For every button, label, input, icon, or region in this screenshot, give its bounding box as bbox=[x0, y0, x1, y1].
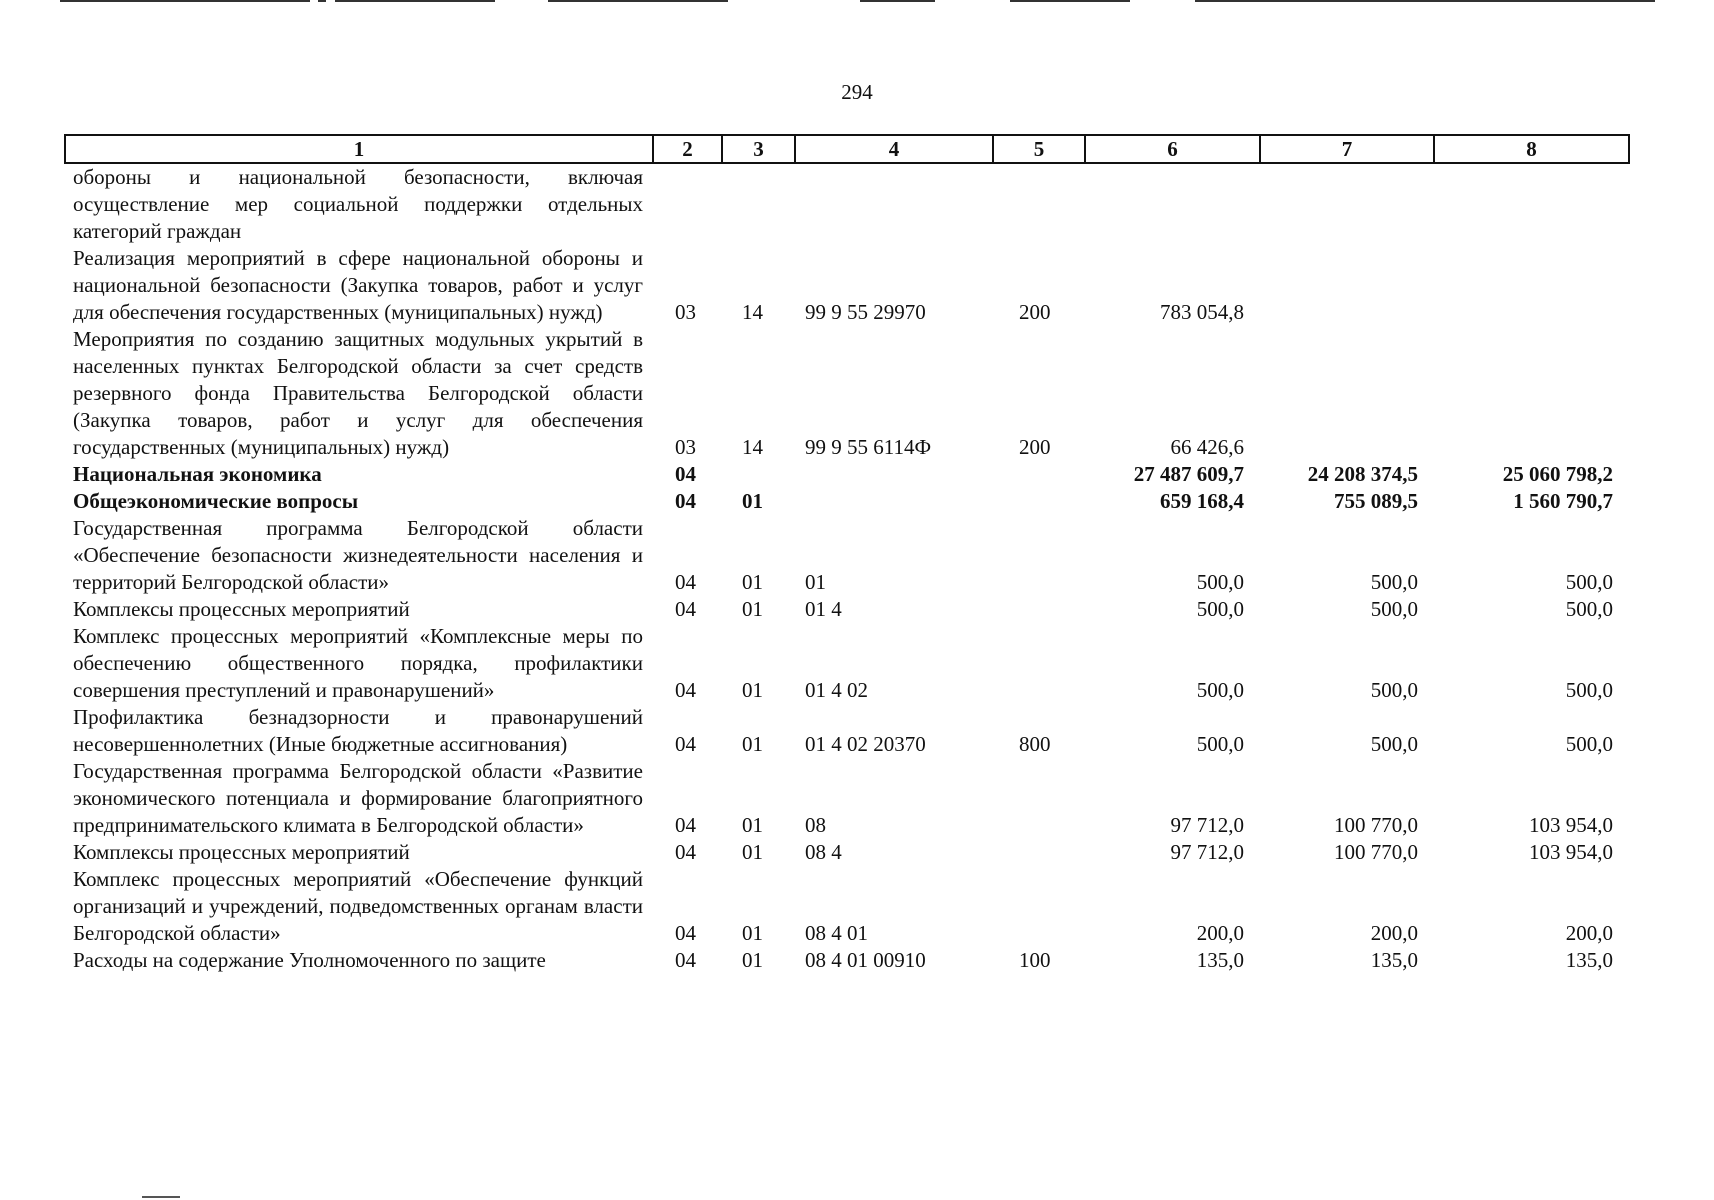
table-header bbox=[65, 135, 1629, 163]
subsection-code: 01 bbox=[742, 489, 763, 513]
row-name: Государственная программа Белгородской области «Обеспечение безопасности жизнедеятельности населения и территорий Белгородской области» bbox=[73, 516, 643, 594]
section-code: 03 bbox=[675, 435, 696, 459]
row-name: Комплекс процессных мероприятий «Обеспечение функций организаций и учреждений, подведомственных органам власти Белгородской области» bbox=[73, 867, 643, 945]
amount-col-6: 500,0 bbox=[1196, 678, 1244, 702]
table-row bbox=[65, 461, 1629, 488]
row-name: Комплексы процессных мероприятий bbox=[73, 840, 410, 864]
column-header-7: 7 bbox=[1260, 135, 1434, 163]
target-article-code: 01 4 02 20370 bbox=[805, 732, 926, 756]
expense-type-code bbox=[993, 596, 1085, 623]
page-number: 294 bbox=[841, 80, 873, 104]
section-code: 04 bbox=[675, 462, 696, 486]
amount-col-8: 25 060 798,2 bbox=[1502, 462, 1613, 486]
column-header-4: 4 bbox=[795, 135, 993, 163]
subsection-code bbox=[722, 461, 795, 488]
amount-col-7 bbox=[1260, 245, 1434, 326]
amount-col-6: 97 712,0 bbox=[1170, 840, 1244, 864]
target-article-code: 08 bbox=[805, 813, 826, 837]
section-code: 04 bbox=[675, 489, 696, 513]
target-article-code: 01 4 bbox=[805, 597, 842, 621]
table-row bbox=[65, 515, 1629, 596]
amount-col-7: 755 089,5 bbox=[1334, 489, 1418, 513]
amount-col-8: 500,0 bbox=[1565, 570, 1613, 594]
section-code: 04 bbox=[675, 921, 696, 945]
subsection-code: 01 bbox=[742, 948, 763, 972]
row-name: Комплексы процессных мероприятий bbox=[73, 597, 410, 621]
amount-col-8 bbox=[1434, 163, 1629, 245]
section-code: 04 bbox=[675, 678, 696, 702]
subsection-code: 01 bbox=[742, 570, 763, 594]
section-code: 04 bbox=[675, 597, 696, 621]
expense-type-code: 200 bbox=[1019, 435, 1051, 459]
table-row bbox=[65, 245, 1629, 326]
table-row bbox=[65, 704, 1629, 758]
footer-mark bbox=[142, 1196, 180, 1198]
amount-col-8: 103 954,0 bbox=[1529, 813, 1613, 837]
amount-col-7 bbox=[1260, 163, 1434, 245]
row-name: Комплекс процессных мероприятий «Комплексные меры по обеспечению общественного порядка, профилактики совершения преступлений и правонарушений» bbox=[73, 624, 643, 702]
column-header-8: 8 bbox=[1434, 135, 1629, 163]
amount-col-6: 27 487 609,7 bbox=[1133, 462, 1244, 486]
amount-col-6: 66 426,6 bbox=[1170, 435, 1244, 459]
amount-col-6: 500,0 bbox=[1196, 732, 1244, 756]
target-article-code bbox=[795, 163, 993, 245]
target-article-code: 01 4 02 bbox=[805, 678, 868, 702]
expense-type-code bbox=[993, 515, 1085, 596]
amount-col-7: 24 208 374,5 bbox=[1307, 462, 1418, 486]
amount-col-6: 500,0 bbox=[1196, 597, 1244, 621]
target-article-code: 99 9 55 6114Ф bbox=[805, 435, 932, 459]
amount-col-8: 135,0 bbox=[1565, 948, 1613, 972]
expense-type-code bbox=[993, 866, 1085, 947]
subsection-code: 14 bbox=[742, 435, 763, 459]
row-name: Государственная программа Белгородской области «Развитие экономического потенциала и формирование благоприятного предпринимательского климата в Белгородской области» bbox=[73, 759, 643, 837]
amount-col-8: 200,0 bbox=[1565, 921, 1613, 945]
amount-col-6: 500,0 bbox=[1196, 570, 1244, 594]
table-row bbox=[65, 596, 1629, 623]
amount-col-6: 200,0 bbox=[1196, 921, 1244, 945]
expense-type-code: 800 bbox=[1019, 732, 1051, 756]
section-code: 04 bbox=[675, 570, 696, 594]
amount-col-7: 500,0 bbox=[1370, 597, 1418, 621]
amount-col-8 bbox=[1434, 326, 1629, 461]
expense-type-code bbox=[993, 461, 1085, 488]
budget-table bbox=[64, 134, 1630, 974]
target-article-code: 99 9 55 29970 bbox=[805, 300, 926, 324]
table-row bbox=[65, 839, 1629, 866]
section-code: 04 bbox=[675, 948, 696, 972]
subsection-code: 14 bbox=[742, 300, 763, 324]
header-row bbox=[65, 135, 1629, 163]
subsection-code: 01 bbox=[742, 921, 763, 945]
amount-col-8: 1 560 790,7 bbox=[1513, 489, 1613, 513]
target-article-code: 01 bbox=[805, 570, 826, 594]
table-row bbox=[65, 326, 1629, 461]
target-article-code bbox=[795, 461, 993, 488]
section-code: 04 bbox=[675, 840, 696, 864]
expense-type-code bbox=[993, 623, 1085, 704]
row-name: обороны и национальной безопасности, включая осуществление мер социальной поддержки отдельных категорий граждан bbox=[73, 165, 643, 243]
expense-type-code bbox=[993, 758, 1085, 839]
table-row bbox=[65, 866, 1629, 947]
amount-col-6: 659 168,4 bbox=[1160, 489, 1244, 513]
target-article-code: 08 4 01 00910 bbox=[805, 948, 926, 972]
subsection-code: 01 bbox=[742, 813, 763, 837]
table-body bbox=[65, 163, 1629, 974]
expense-type-code bbox=[993, 839, 1085, 866]
column-header-6: 6 bbox=[1085, 135, 1260, 163]
target-article-code: 08 4 bbox=[805, 840, 842, 864]
amount-col-7: 135,0 bbox=[1370, 948, 1418, 972]
target-article-code bbox=[795, 488, 993, 515]
table-row bbox=[65, 623, 1629, 704]
table-row bbox=[65, 488, 1629, 515]
column-header-1: 1 bbox=[65, 135, 653, 163]
section-code: 04 bbox=[675, 813, 696, 837]
amount-col-7: 500,0 bbox=[1370, 570, 1418, 594]
expense-type-code bbox=[993, 488, 1085, 515]
expense-type-code: 100 bbox=[1019, 948, 1051, 972]
amount-col-8 bbox=[1434, 245, 1629, 326]
amount-col-7: 200,0 bbox=[1370, 921, 1418, 945]
amount-col-8: 103 954,0 bbox=[1529, 840, 1613, 864]
target-article-code: 08 4 01 bbox=[805, 921, 868, 945]
section-code: 03 bbox=[675, 300, 696, 324]
amount-col-6 bbox=[1085, 163, 1260, 245]
amount-col-6: 135,0 bbox=[1196, 948, 1244, 972]
subsection-code: 01 bbox=[742, 597, 763, 621]
row-name: Реализация мероприятий в сфере национальной обороны и национальной безопасности (Закупка товаров, работ и услуг для обеспечения государственных (муниципальных) нужд) bbox=[73, 246, 643, 324]
amount-col-8: 500,0 bbox=[1565, 732, 1613, 756]
table-row bbox=[65, 758, 1629, 839]
row-name: Расходы на содержание Уполномоченного по защите bbox=[73, 948, 546, 972]
amount-col-7 bbox=[1260, 326, 1434, 461]
amount-col-6: 783 054,8 bbox=[1160, 300, 1244, 324]
column-header-3: 3 bbox=[722, 135, 795, 163]
column-header-5: 5 bbox=[993, 135, 1085, 163]
section-code: 04 bbox=[675, 732, 696, 756]
subsection-code: 01 bbox=[742, 678, 763, 702]
amount-col-7: 500,0 bbox=[1370, 678, 1418, 702]
amount-col-6: 97 712,0 bbox=[1170, 813, 1244, 837]
amount-col-8: 500,0 bbox=[1565, 678, 1613, 702]
amount-col-7: 100 770,0 bbox=[1334, 813, 1418, 837]
subsection-code bbox=[722, 163, 795, 245]
amount-col-7: 100 770,0 bbox=[1334, 840, 1418, 864]
scan-edge-marks bbox=[0, 0, 1714, 6]
amount-col-7: 500,0 bbox=[1370, 732, 1418, 756]
subsection-code: 01 bbox=[742, 840, 763, 864]
row-name: Мероприятия по созданию защитных модульных укрытий в населенных пунктах Белгородской области за счет средств резервного фонда Правительства Белгородской области (Закупка товаров, работ и услуг для обеспечения государственных (муниципальных) нужд) bbox=[73, 327, 643, 459]
column-header-2: 2 bbox=[653, 135, 722, 163]
section-code bbox=[653, 163, 722, 245]
row-name: Общеэкономические вопросы bbox=[73, 489, 359, 513]
expense-type-code bbox=[993, 163, 1085, 245]
amount-col-8: 500,0 bbox=[1565, 597, 1613, 621]
table-row bbox=[65, 947, 1629, 974]
table-row bbox=[65, 163, 1629, 245]
row-name: Профилактика безнадзорности и правонарушений несовершеннолетних (Иные бюджетные ассигнования) bbox=[73, 705, 643, 756]
subsection-code: 01 bbox=[742, 732, 763, 756]
expense-type-code: 200 bbox=[1019, 300, 1051, 324]
row-name: Национальная экономика bbox=[73, 462, 322, 486]
